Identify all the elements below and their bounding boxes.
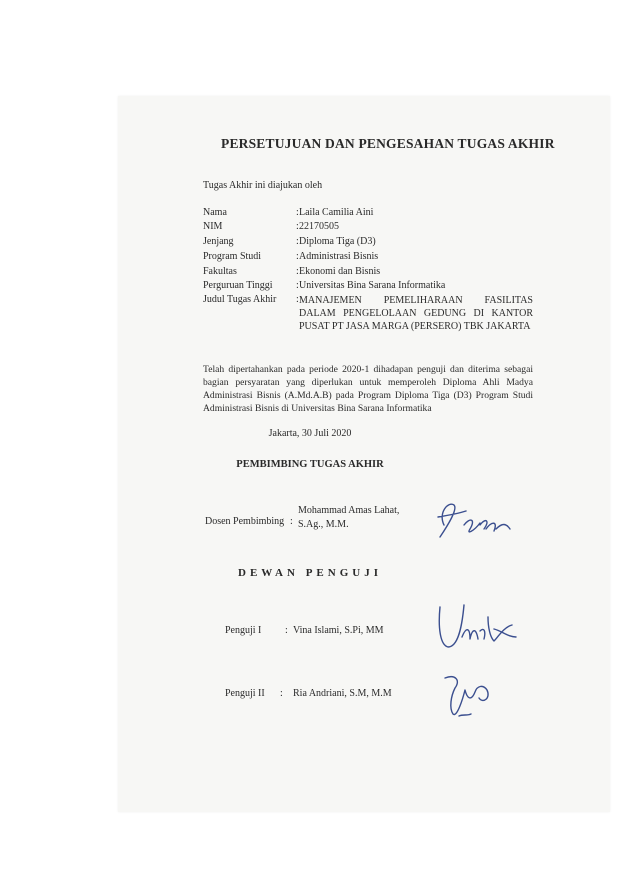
field-colon: : [296,280,299,291]
examiner-1-signature [432,597,522,657]
field-value-jenjang: Diploma Tiga (D3) [299,236,376,247]
supervisor-heading: PEMBIMBING TUGAS AKHIR [236,459,384,470]
supervisor-colon: : [290,516,293,527]
field-label-program-studi: Program Studi [203,251,262,262]
examiner-1-name: Vina Islami, S.Pi, MM [293,625,384,636]
examiner-2-name: Ria Andriani, S.M, M.M [293,688,392,699]
page-title: PERSETUJUAN DAN PENGESAHAN TUGAS AKHIR [221,136,555,151]
field-label-judul: Judul Tugas Akhir [203,294,277,305]
document-page [118,96,610,812]
field-label-nama: Nama [203,207,227,218]
board-heading: DEWAN PENGUJI [238,567,382,579]
field-colon: : [296,266,299,277]
supervisor-label: Dosen Pembimbing [205,516,285,527]
field-value-nama: Laila Camilia Aini [299,207,374,218]
field-value-fakultas: Ekonomi dan Bisnis [299,266,381,277]
field-value-nim: 22170505 [299,221,339,232]
supervisor-name-line2: S.Ag., M.M. [298,519,349,530]
examiner-1-colon: : [285,625,288,636]
examiner-2-label: Penguji II [225,688,265,699]
field-label-nim: NIM [203,221,223,232]
examiner-2-colon: : [280,688,283,699]
field-value-judul: MANAJEMEN PEMELIHARAAN FASILITAS DALAM PENGELOLAAN GEDUNG DI KANTOR PUSAT PT JASA MARGA (PERSERO) TBK JAKARTA [299,295,533,332]
field-label-perguruan-tinggi: Perguruan Tinggi [203,280,273,291]
intro-text: Tugas Akhir ini diajukan oleh [203,180,323,191]
field-colon: : [296,221,299,232]
field-colon: : [296,294,299,305]
supervisor-name-line1: Mohammad Amas Lahat, [298,505,400,516]
field-value-program-studi: Administrasi Bisnis [299,251,379,262]
field-value-perguruan-tinggi: Universitas Bina Sarana Informatika [299,280,446,291]
examiner-2-signature [435,668,505,724]
field-colon: : [296,251,299,262]
place-date: Jakarta, 30 Juli 2020 [268,428,352,439]
field-colon: : [296,236,299,247]
examiner-1-label: Penguji I [225,625,262,636]
field-label-jenjang: Jenjang [203,236,234,247]
approval-paragraph: Telah dipertahankan pada periode 2020-1 dihadapan penguji dan diterima sebagai bagian persyaratan yang diperlukan untuk memperoleh Diploma Ahli Madya Administrasi Bisnis (A.Md.A.B) pada Program Diploma Tiga (D3) Program Studi Administrasi Bisnis di Universitas Bina Sarana Informatika [203,364,533,414]
field-label-fakultas: Fakultas [203,266,237,277]
field-colon: : [296,207,299,218]
supervisor-signature [430,495,520,545]
